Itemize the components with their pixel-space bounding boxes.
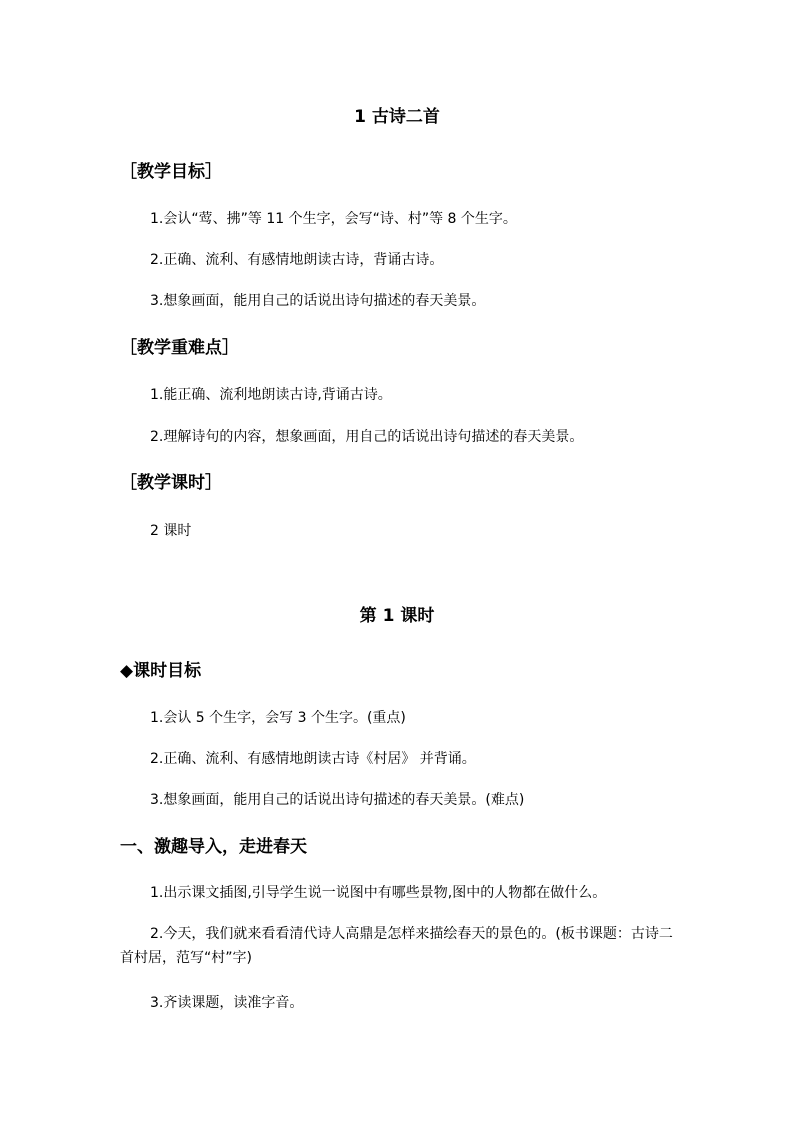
key-points-heading: ［教学重难点］ [120, 338, 239, 358]
goal-item-1: 1.会认“莺、拂”等 11 个生字，会写“诗、村”等 8 个生字。 [150, 211, 517, 227]
key-point-item-1: 1.能正确、流利地朗读古诗,背诵古诗。 [150, 387, 392, 403]
part1-item-1: 1.出示课文插图,引导学生说一说图中有哪些景物,图中的人物都在做什么。 [150, 885, 607, 901]
goal-item-3: 3.想象画面，能用自己的话说出诗句描述的春天美景。 [150, 293, 486, 309]
hours-text: 2 课时 [150, 523, 192, 539]
lesson1-goal-item-3: 3.想象画面，能用自己的话说出诗句描述的春天美景。(难点) [150, 792, 525, 808]
lesson1-title: 第 1 课时 [359, 606, 435, 626]
part1-item-3: 3.齐读课题，读准字音。 [150, 995, 304, 1011]
lesson1-goal-item-1: 1.会认 5 个生字，会写 3 个生字。(重点) [150, 710, 406, 726]
goals-heading: ［教学目标］ [120, 162, 222, 182]
goal-item-2: 2.正确、流利、有感情地朗读古诗，背诵古诗。 [150, 252, 444, 268]
hours-heading: ［教学课时］ [120, 473, 222, 493]
lesson1-goals-heading: ◆课时目标 [120, 661, 202, 681]
key-point-item-2: 2.理解诗句的内容，想象画面，用自己的话说出诗句描述的春天美景。 [150, 429, 584, 445]
lesson1-goal-item-2: 2.正确、流利、有感情地朗读古诗《村居》 并背诵。 [150, 751, 476, 767]
part1-item-2: 2.今天，我们就来看看清代诗人高鼎是怎样来描绘春天的景色的。(板书课题：古诗二首村居，范写“村”字) [120, 926, 673, 966]
document-title: 1 古诗二首 [354, 107, 440, 127]
part1-heading: 一、激趣导入，走进春天 [120, 837, 307, 857]
